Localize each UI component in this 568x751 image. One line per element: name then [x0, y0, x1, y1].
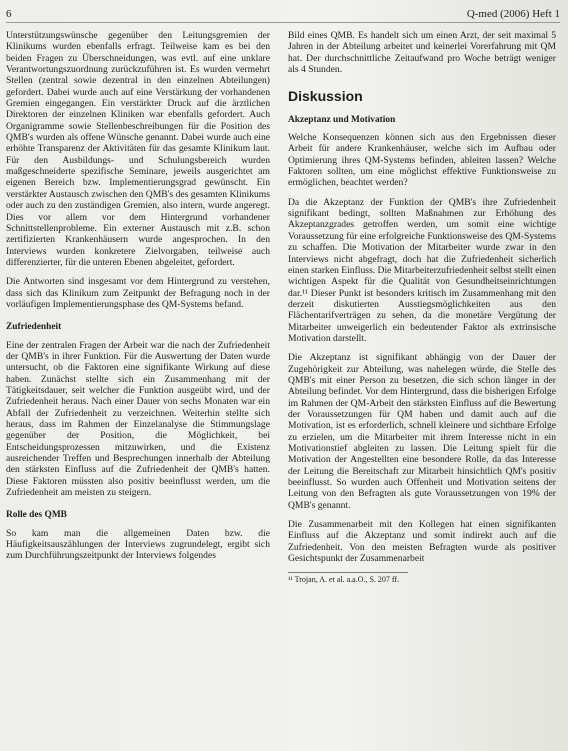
paragraph: Die Akzeptanz ist signifikant abhängig von der Dauer der Zugehörigkeit zur Abteilung, was nahelegen würde, die Stelle des QMB's mit einer Person zu besetzen, die sich schon länger in der Abteilung befindet. Vor dem Hintergrund, dass die bisherigen Erfolge im Rahmen der QM-Arbeit den stärksten Einfluss auf die Bewertung der Voraussetzungen für QM haben und damit auch auf die Motivation, ist es erforderlich, schnell kleinere und sichtbare Erfolge zu erzielen, um die Mitarbeiter mit ihrem Interesse nicht in ein Motivationstief abgleiten zu lassen. Die Leitung spielt für die Motivation der Angestellten eine besondere Rolle, da das Interesse der Leitung die Bereitschaft zur Mitarbeit hinsichtlich QM's positiv beeinflusst. So wurden auch Offenheit und Motivation seitens der Leitung von den Befragten als gute Voraussetzungen von 19% der QMB's genannt.: [288, 352, 556, 511]
section-heading-diskussion: Diskussion: [288, 88, 363, 105]
journal-title: Q-med (2006) Heft 1: [466, 8, 560, 20]
paragraph: Die Antworten sind insgesamt vor dem Hintergrund zu verstehen, dass sich das Klinikum zum Zeitpunkt der Befragung noch in der vorläufigen Implementierungsphase des QM-Systems befand.: [6, 276, 270, 310]
subheading-akzeptanz: Akzeptanz und Motivation: [288, 114, 396, 125]
left-column: [6, 30, 270, 570]
footnote: ¹¹ Trojan, A. et al. a.a.O., S. 207 ff.: [288, 575, 400, 585]
paragraph: Welche Konsequenzen können sich aus den Ergebnissen dieser Arbeit für andere Krankenhäuser, welche sich im Aufbau oder Optimierung ihres QM-Systems befinden, ableiten lassen? Welche Faktoren sollten, um eine möglichst effektive Funktionsweise zu ermöglichen, beachtet werden?: [288, 132, 556, 189]
paragraph: Eine der zentralen Fragen der Arbeit war die nach der Zufriedenheit der QMB's in ihrer Funktion. Für die Auswertung der Daten wurde untersucht, ob die Faktoren eine signifikante Wirkung auf diese haben. Zunächst stellte sich ein Zusammenhang mit der Tätigkeitsdauer, seit welcher die Funktion ausgeübt wird, und der Zufriedenheit heraus. Nach einer Dauer von sechs Monaten war ein Abfall der Zufriedenheit zu verzeichnen. Weiterhin stellte sich heraus, dass im Rahmen der Einzelanalyse die Stimmungslage gegenüber der Position, die Möglichkeit, bei Entscheidungsprozessen mitzuwirken, und die Existenz ausreichender Treffen und Besprechungen innerhalb der Abteilung den stärksten Einfluss auf die Zufriedenheit der QMB's hatten. Diese Faktoren müssten also positiv beeinflusst werden, um die Zufriedenheit am meisten zu steigern.: [6, 339, 270, 499]
paragraph: Die Zusammenarbeit mit den Kollegen hat einen signifikanten Einfluss auf die Akzeptanz und somit indirekt auch auf die Zufriedenheit. Von den meisten Befragten wurde als positiver Gesichtspunkt der Zusammenarbeit: [288, 519, 556, 565]
page-number: 6: [6, 8, 12, 20]
running-header: [6, 6, 560, 23]
subheading-rolle-des-qmb: Rolle des QMB: [6, 510, 67, 521]
paragraph: Bild eines QMB. Es handelt sich um einen Arzt, der seit maximal 5 Jahren in der Abteilung arbeitet und keinerlei Vorerfahrung mit QM hat. Der durchschnittliche Zeitaufwand pro Woche beträgt weniger als 4 Stunden.: [288, 30, 556, 76]
right-column: [288, 30, 556, 585]
subheading-zufriedenheit: Zufriedenheit: [6, 322, 62, 333]
footnote-divider: [288, 572, 408, 573]
paragraph: So kam man die allgemeinen Daten bzw. die Häufigkeitsauszählungen der Interviews zugrundelegt, ergibt sich zum Durchführungszeitpunkt der Interviews folgendes: [6, 527, 270, 562]
paragraph: Unterstützungswünsche gegenüber den Leitungsgremien der Klinikums wurden ebenfalls erfragt. Teilweise kam es bei den beiden Fragen zu Überschneidungen, was evtl. auf eine unklare Verantwortungszuordnung zurückzuführen ist. Es wurden vermehrt Stellen (zentral sowie dezentral in den einzelnen Abteilungen) gefordert. Dabei wurde auch auf eine Verstärkung der vorhandenen Gremien eingegangen. Ein verstärkter Druck auf die ärztlichen Direktoren der einzelnen Kliniken war ebenfalls gefordert. Auch Organigramme sowie Stellenbeschreibungen für die Position des QMB's wurden als offene Wünsche genannt. Dabei wurde auch eine erhöhte Transparenz der Aktivitäten für das gesamte Klinikum laut. Für den Ausbildungs- und Schulungsbereich wurden maßgeschneiderte spezifische Seminare, jeweils ausgerichtet am eigenen Bereich bzw. Implementierungsgrad gewünscht. Ein verstärkter Austausch zwischen den QMB's des gesamten Klinikums oder auch zu den zuständigen Gremien, also intern, wurde angeregt. Dies vor allem vor dem Hintergrund vorhandener Schnittstellenprobleme. Ein externer Austausch mit z.B. schon zertifizierten Krankenhäusern wurde angesprochen. In den Interviews wurden konkretere Zielvorgaben, teilweise auch differenzierter, für die unteren Ebenen abgeleitet, gefordert.: [6, 30, 270, 268]
paragraph: Da die Akzeptanz der Funktion der QMB's ihre Zufriedenheit signifikant bedingt, sollten Maßnahmen zur Erhöhung des Akzeptanzgrades getroffen werden, um somit eine wichtige Voraussetzung für eine erfolgreiche Funktionsweise des QM-Systems zu schaffen. Die Motivation der Mitarbeiter wurde zwar in den Interviews nicht abgefragt, doch hat die Zufriedenheit sicherlich einen starken Einfluss. Die Mitarbeiterzufriedenheit selbst stellt einen wichtigen Aspekt für die Qualität von Gesundheitseinrichtungen dar.¹¹ Dieser Punkt ist besonders kritisch im Zusammenhang mit den derzeit diskutierten Ausstiegsmöglichkeiten aus den Flächentarifverträgen zu sehen, da die monetäre Vergütung der Mitarbeiter unweigerlich ein bedeutender Faktor als extrinsische Motivation darstellt.: [288, 196, 557, 344]
